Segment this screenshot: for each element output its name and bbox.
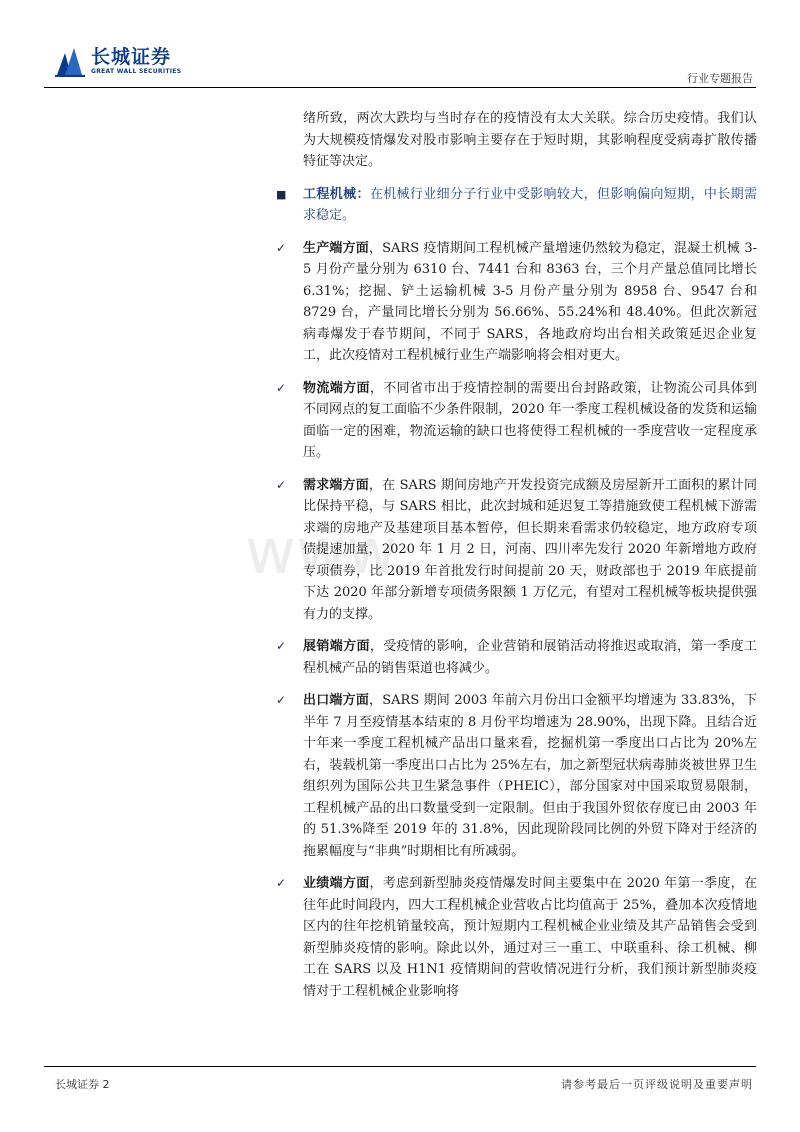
list-item: [276, 238, 757, 367]
check-icon: ✓: [276, 639, 287, 653]
item-text: ，不同省市出于疫情控制的需要出台封路政策，让物流公司具体到不同网点的复工面临不少条件限制，2020 年一季度工程机械设备的发货和运输面临一定的困难，物流运输的缺口也将使得工程机械的一季度营收一定程度承压。: [303, 380, 757, 460]
check-icon: ✓: [276, 876, 287, 890]
footer-divider: [44, 1066, 756, 1067]
check-icon: ✓: [276, 380, 287, 395]
item-label: 出口端方面: [303, 693, 370, 708]
section-heading: [303, 184, 757, 227]
logo-chinese-name: 长城证券: [91, 45, 172, 68]
company-logo: [55, 44, 181, 78]
item-text: ，考虑到新型肺炎疫情爆发时间主要集中在 2020 年第一季度，在往年此时间段内，四大工程机械企业营收占比均值高于 25%，叠加本次疫情地区内的往年挖机销量较高，预计短期内工程机械企业业绩及其产品销售会受到新型肺炎疫情的影响。除此以外，通过对三一重工、中联重科、徐工机械、柳工在 SARS 以及 H1N1 疫情期间的营收情况进行分析，我们预计新型肺炎疫情对于工程机械企业影响将: [303, 876, 757, 999]
list-item: [276, 636, 757, 679]
header-divider: [44, 87, 756, 88]
section-title: 工程机械：: [303, 186, 370, 202]
item-label: 需求端方面: [303, 477, 369, 493]
item-text: ，在 SARS 期间房地产开发投资完成额及房屋新开工面积的累计同比保持平稳，与 SARS 相比，此次封城和延迟复工等措施致使工程机械下游需求端的房地产及基建项目基本暂停，但长期来看需求仍较稳定，地方政府专项债提速加量，2020 年 1 月 2 日，河南、四川率先发行 2020 年新增地方政府专项债券，比 2019 年首批发行时间提前 20 天，财政部也于 2019 年底提前下达 2020 年部分新增专项债务限额 1 万亿元，有望对工程机械等板块提供强有力的支撑。: [303, 477, 757, 622]
item-label: 生产端方面: [303, 240, 369, 256]
report-body: [276, 108, 757, 1002]
list-item: [276, 690, 757, 862]
great-wall-logo-icon: [55, 44, 85, 78]
item-text: ，SARS 疫情期间工程机械产量增速仍然较为稳定，混凝土机械 3-5 月份产量分别为 6310 台、7441 台和 8363 台，三个月产量总值同比增长 6.31%；挖掘、铲土运输机械 3-5 月份产量分别为 8958 台、9547 台和 8729 台，产量同比增长分别为 56.66%、55.24%和 48.40%。但此次新冠病毒爆发于春节期间，不同于 SARS，各地政府均出台相关政策延迟企业复工，此次疫情对工程机械行业生产端影响将会相对更大。: [303, 240, 757, 363]
watermark: www.: [245, 515, 412, 588]
check-icon: ✓: [276, 693, 287, 707]
list-item: [276, 475, 757, 626]
list-item: [276, 873, 757, 1002]
item-text: ，SARS 期间 2003 年前六月份出口金额平均增速为 33.83%，下半年 7 月至疫情基本结束的 8 月份平均增速为 28.90%，出现下降。且结合近十年来一季度工程机械产品出口量来看，挖掘机第一季度出口占比为 20%左右，装载机第一季度出口占比为 25%左右，加之新型冠状病毒肺炎被世界卫生组织列为国际公共卫生紧急事件（PHEIC），部分国家对中国采取贸易限制，工程机械产品的出口数量受到一定限制。但由于我国外贸依存度已由 2003 年的 51.3%降至 2019 年的 31.8%，因此现阶段同比例的外贸下降对于经济的拖累幅度与“非典”时期相比有所减弱。: [303, 693, 757, 859]
logo-english-name: GREAT WALL SECURITIES: [91, 67, 182, 75]
page-header: [0, 0, 800, 95]
section-engineering-machinery: [276, 184, 757, 227]
list-item: [276, 378, 757, 464]
intro-paragraph: 绪所致，两次大跌均与当时存在的疫情没有太大关联。综合历史疫情。我们认为大规模疫情爆发对股市影响主要存在于短时期，其影响程度受病毒扩散传播特征等决定。: [303, 111, 757, 169]
section-summary: 在机械行业细分子行业中受影响较大，但影响偏向短期，中长期需求稳定。: [303, 186, 757, 223]
report-type-label: 行业专题报告: [687, 72, 753, 85]
footer-disclaimer: 请参考最后一页评级说明及重要声明: [561, 1078, 753, 1091]
check-icon: ✓: [276, 240, 287, 255]
footer-page-label: 长城证券 2: [55, 1078, 110, 1091]
square-bullet-icon: ■: [276, 187, 287, 201]
check-icon: ✓: [276, 477, 287, 492]
item-label: 物流端方面: [303, 380, 370, 396]
item-text: ，受疫情的影响，企业营销和展销活动将推迟或取消，第一季度工程机械产品的销售渠道也将减少。: [303, 639, 757, 676]
item-label: 展销端方面: [303, 639, 370, 654]
item-label: 业绩端方面: [303, 876, 370, 891]
